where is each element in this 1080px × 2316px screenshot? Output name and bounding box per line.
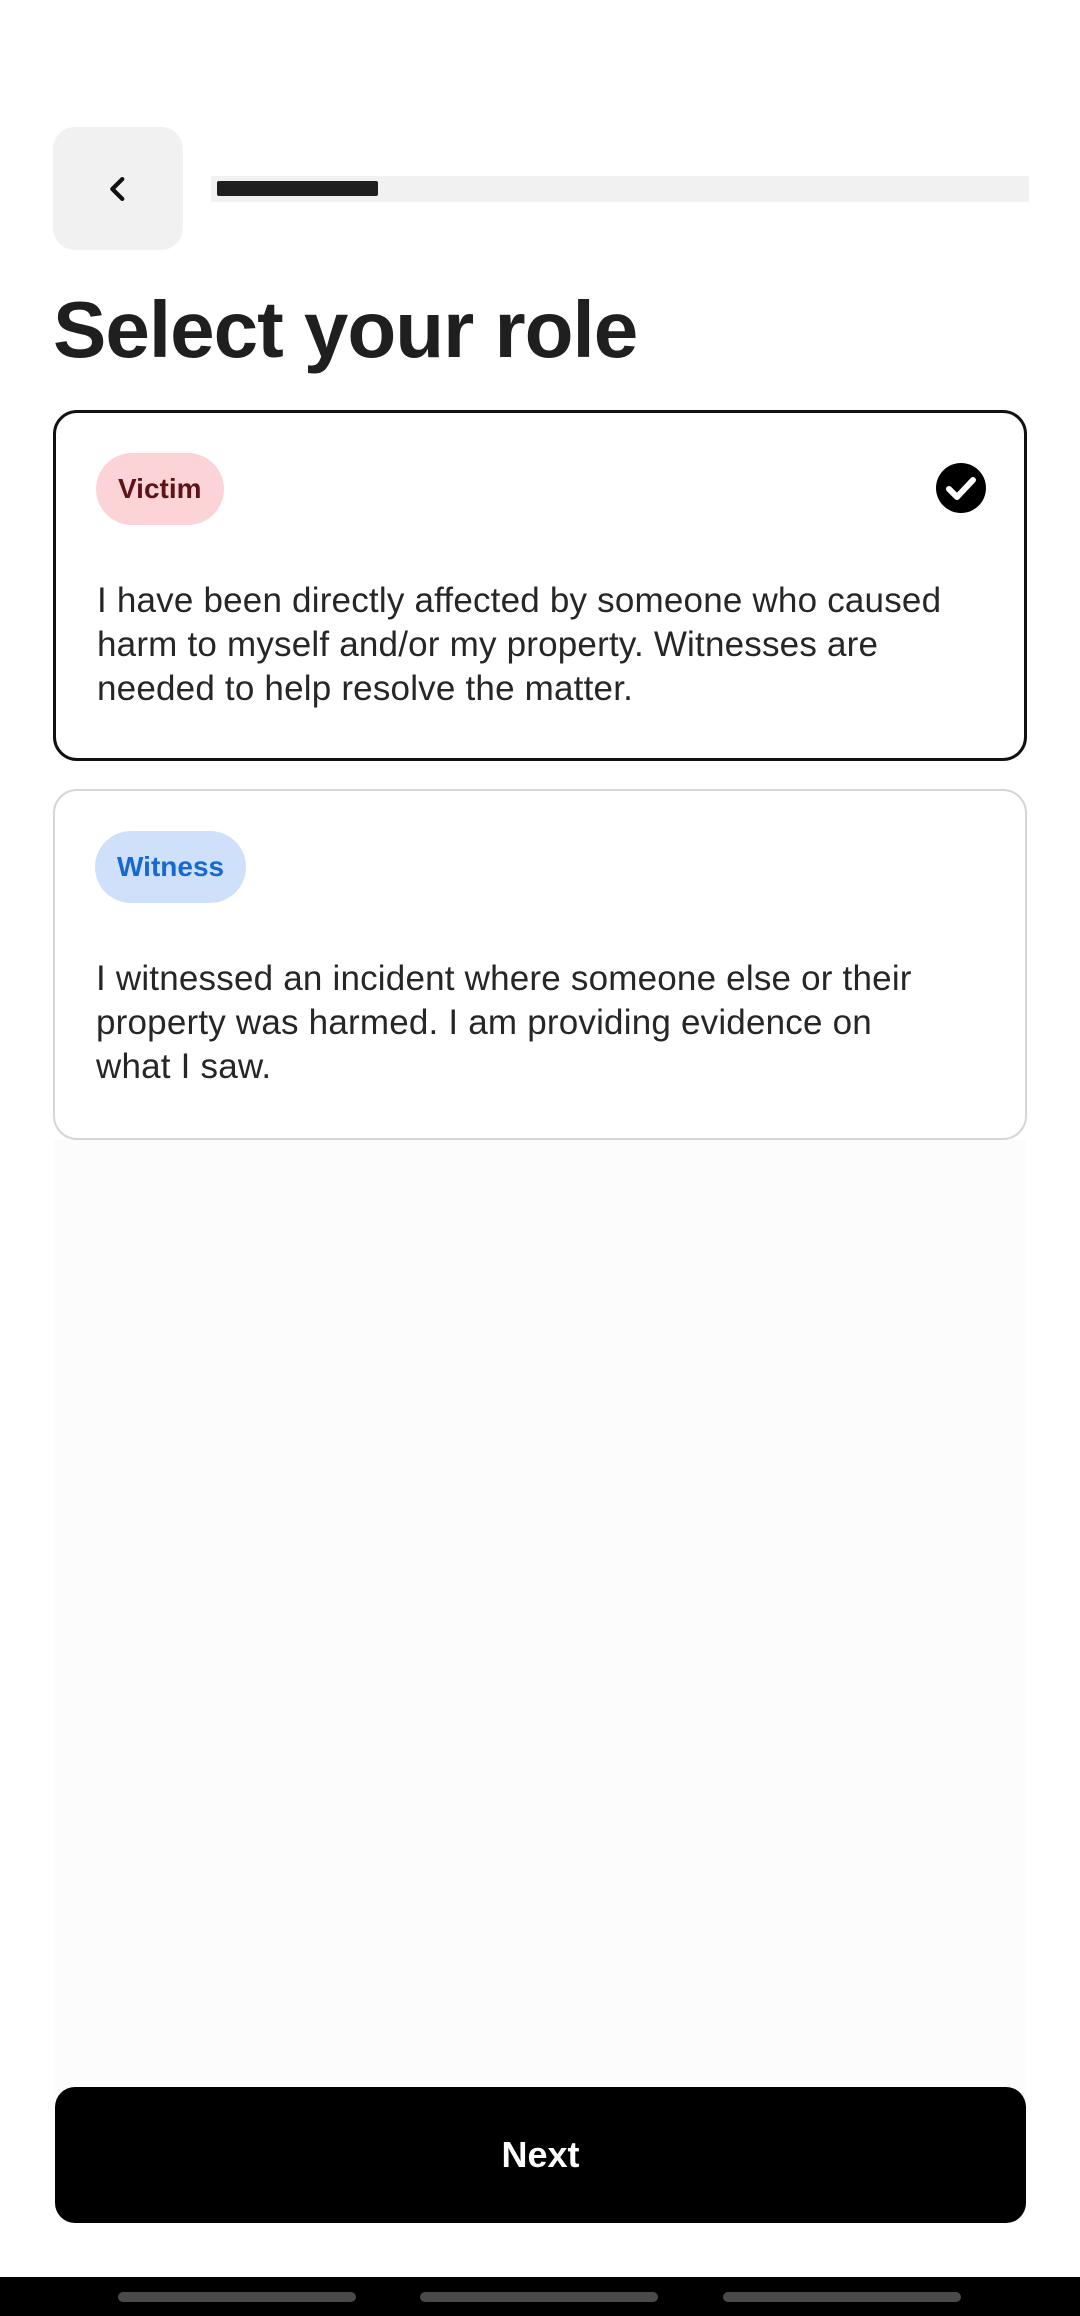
witness-badge: Witness bbox=[95, 831, 246, 903]
back-button[interactable] bbox=[53, 127, 183, 250]
victim-badge: Victim bbox=[96, 453, 224, 525]
role-card-victim[interactable] bbox=[53, 410, 1027, 761]
chevron-left-icon bbox=[101, 172, 135, 206]
nav-handle bbox=[723, 2292, 961, 2302]
role-card-witness[interactable] bbox=[53, 789, 1027, 1140]
check-circle-icon bbox=[936, 463, 986, 513]
nav-handle bbox=[420, 2292, 658, 2302]
nav-handle bbox=[118, 2292, 356, 2302]
system-navigation-bar bbox=[0, 2277, 1080, 2316]
page-title: Select your role bbox=[53, 285, 638, 374]
next-button[interactable]: Next bbox=[55, 2087, 1026, 2223]
victim-description: I have been directly affected by someone who caused harm to myself and/or my property. Witnesses are needed to help resolve the matter. bbox=[97, 581, 942, 708]
witness-description: I witnessed an incident where someone else or their property was harmed. I am providing evidence on what I saw. bbox=[96, 959, 912, 1086]
content-background bbox=[54, 1140, 1026, 2100]
progress-bar-fill bbox=[217, 181, 378, 196]
progress-bar bbox=[211, 176, 1029, 202]
